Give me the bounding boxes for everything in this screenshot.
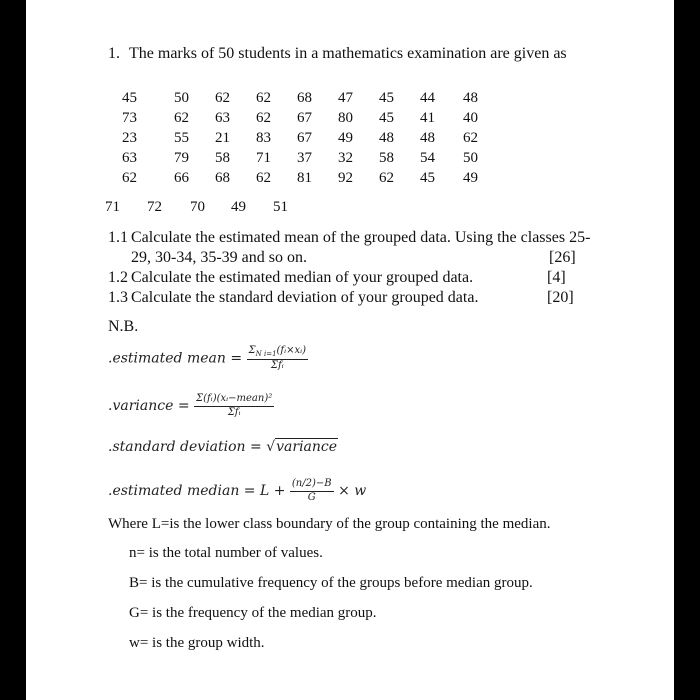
mark-value: 55 [174, 129, 189, 146]
mark-value: 49 [231, 199, 246, 215]
mark-value: 70 [190, 199, 205, 215]
mark-value: 67 [297, 109, 312, 126]
subquestion-1-1-text: Calculate the estimated mean of the grouped data. Using the classes 25- [131, 229, 591, 246]
nb-label: N.B. [108, 318, 139, 335]
subquestion-1-1-text-cont: 29, 30-34, 35-39 and so on. [131, 249, 307, 266]
mark-value: 79 [174, 149, 189, 166]
mark-value: 92 [338, 169, 353, 186]
subquestion-1-2-marks: [4] [547, 269, 566, 286]
mark-value: 63 [215, 109, 230, 126]
mark-value: 49 [463, 169, 478, 186]
question-number: 1. [108, 45, 120, 62]
mark-value: 54 [420, 149, 435, 166]
mark-value: 48 [379, 129, 394, 146]
mark-value: 73 [122, 109, 137, 126]
mark-value: 81 [297, 169, 312, 186]
mark-value: 80 [338, 109, 353, 126]
subquestion-1-2-text: Calculate the estimated median of your grouped data. [131, 269, 474, 286]
definition-G: G= is the frequency of the median group. [129, 605, 377, 621]
definition-w: w= is the group width. [129, 635, 265, 651]
mark-value: 62 [215, 89, 230, 106]
mark-value: 62 [379, 169, 394, 186]
formula-standard-deviation: .standard deviation = √variance [108, 439, 338, 455]
formula-lhs: .standard deviation = [108, 439, 262, 455]
mark-value: 62 [463, 129, 478, 146]
subquestion-1-1-number: 1.1 [108, 229, 128, 246]
mark-value: 71 [256, 149, 271, 166]
subquestion-1-3-number: 1.3 [108, 289, 128, 306]
mark-value: 72 [147, 199, 162, 215]
mark-value: 40 [463, 109, 478, 126]
formula-fraction: $\frac{\Sigma_{N i=1}(fᵢ\times xᵢ)}{\text{Σfᵢ}}$ [248, 345, 307, 371]
mark-value: 47 [338, 89, 353, 106]
formula-radicand: variance [276, 439, 338, 455]
mark-value: 23 [122, 129, 137, 146]
marks-row [122, 168, 478, 188]
mark-value: 48 [420, 129, 435, 146]
subquestion-1-3-text: Calculate the standard deviation of your grouped data. [131, 289, 479, 306]
mark-value: 44 [420, 89, 435, 106]
mark-value: 63 [122, 149, 137, 166]
formula-fraction: $\frac{\text{Σ(fᵢ)(xᵢ−mean)²}}{\text{Σfᵢ}}$ [196, 393, 273, 418]
mark-value: 66 [174, 169, 189, 186]
formula-estimated-mean [108, 345, 308, 372]
mark-value: 45 [379, 89, 394, 106]
mark-value: 68 [215, 169, 230, 186]
mark-value: 62 [256, 169, 271, 186]
mark-value: 51 [273, 199, 288, 215]
mark-value: 41 [420, 109, 435, 126]
formula-estimated-median: .estimated median = L + $\frac{(n/2)-B}{G}$ × w [108, 478, 367, 503]
mark-value: 71 [105, 199, 120, 215]
mark-value: 49 [338, 129, 353, 146]
mark-value: 83 [256, 129, 271, 146]
marks-table [122, 88, 478, 188]
marks-row [122, 128, 478, 148]
definition-B: B= is the cumulative frequency of the groups before median group. [129, 575, 533, 591]
marks-row [122, 148, 478, 168]
marks-row [122, 108, 478, 128]
marks-row [122, 88, 478, 108]
mark-value: 37 [297, 149, 312, 166]
formula-fraction: $\frac{(n/2)-B}{G}$ [291, 478, 332, 503]
mark-value: 68 [297, 89, 312, 106]
mark-value: 67 [297, 129, 312, 146]
mark-value: 45 [122, 89, 137, 106]
mark-value: 58 [215, 149, 230, 166]
mark-value: 62 [256, 89, 271, 106]
document-page [26, 0, 674, 700]
mark-value: 32 [338, 149, 353, 166]
mark-value: 45 [379, 109, 394, 126]
mark-value: 62 [174, 109, 189, 126]
mark-value: 50 [463, 149, 478, 166]
definition-L: Where L=is the lower class boundary of the group containing the median. [108, 516, 551, 532]
mark-value: 62 [122, 169, 137, 186]
mark-value: 21 [215, 129, 230, 146]
mark-value: 48 [463, 89, 478, 106]
formula-lhs: .variance = [108, 398, 190, 414]
subquestion-1-1-marks: [26] [549, 249, 576, 266]
mark-value: 62 [256, 109, 271, 126]
subquestion-1-2-number: 1.2 [108, 269, 128, 286]
formula-variance [108, 393, 274, 419]
question-text: The marks of 50 students in a mathematics examination are given as [129, 45, 567, 62]
mark-value: 58 [379, 149, 394, 166]
formula-lhs: .estimated mean = [108, 350, 243, 367]
subquestion-1-3-marks: [20] [547, 289, 574, 306]
formula-lhs: .estimated median = L + [108, 483, 286, 499]
definition-n: n= is the total number of values. [129, 545, 323, 561]
mark-value: 45 [420, 169, 435, 186]
mark-value: 50 [174, 89, 189, 106]
